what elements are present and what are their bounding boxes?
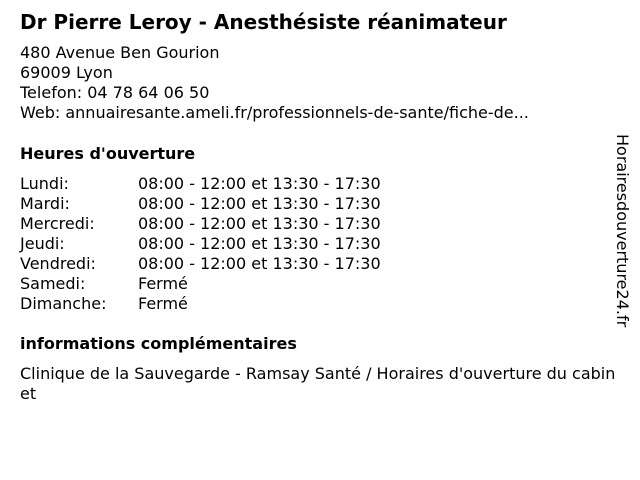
additional-info-text: Clinique de la Sauvegarde - Ramsay Santé / Horaires d'ouverture du cabinet	[20, 364, 616, 403]
contact-block	[20, 43, 529, 123]
time-value: 08:00 - 12:00 et 13:30 - 17:30	[138, 254, 381, 273]
additional-info-heading: informations complémentaires	[20, 334, 297, 353]
phone-number[interactable]: Telefon: 04 78 64 06 50	[20, 83, 210, 102]
day-label: Vendredi:	[20, 254, 96, 273]
time-value: Fermé	[138, 274, 188, 293]
page-title: Dr Pierre Leroy - Anesthésiste réanimateur	[20, 10, 507, 34]
day-label: Dimanche:	[20, 294, 107, 313]
site-watermark: Horairesdouverture24.fr	[613, 134, 632, 328]
time-value: 08:00 - 12:00 et 13:30 - 17:30	[138, 214, 381, 233]
day-label: Jeudi:	[20, 234, 65, 253]
time-value: 08:00 - 12:00 et 13:30 - 17:30	[138, 234, 381, 253]
time-value: 08:00 - 12:00 et 13:30 - 17:30	[138, 194, 381, 213]
city-postal-code: 69009 Lyon	[20, 63, 113, 82]
opening-hours-heading: Heures d'ouverture	[20, 144, 196, 163]
time-value: 08:00 - 12:00 et 13:30 - 17:30	[138, 174, 381, 193]
day-label: Mercredi:	[20, 214, 95, 233]
day-label: Mardi:	[20, 194, 70, 213]
time-value: Fermé	[138, 294, 188, 313]
day-label: Samedi:	[20, 274, 86, 293]
street-address: 480 Avenue Ben Gourion	[20, 43, 220, 62]
website-link[interactable]: Web: annuairesante.ameli.fr/professionnels-de-sante/fiche-de...	[20, 103, 529, 122]
day-label: Lundi:	[20, 174, 69, 193]
